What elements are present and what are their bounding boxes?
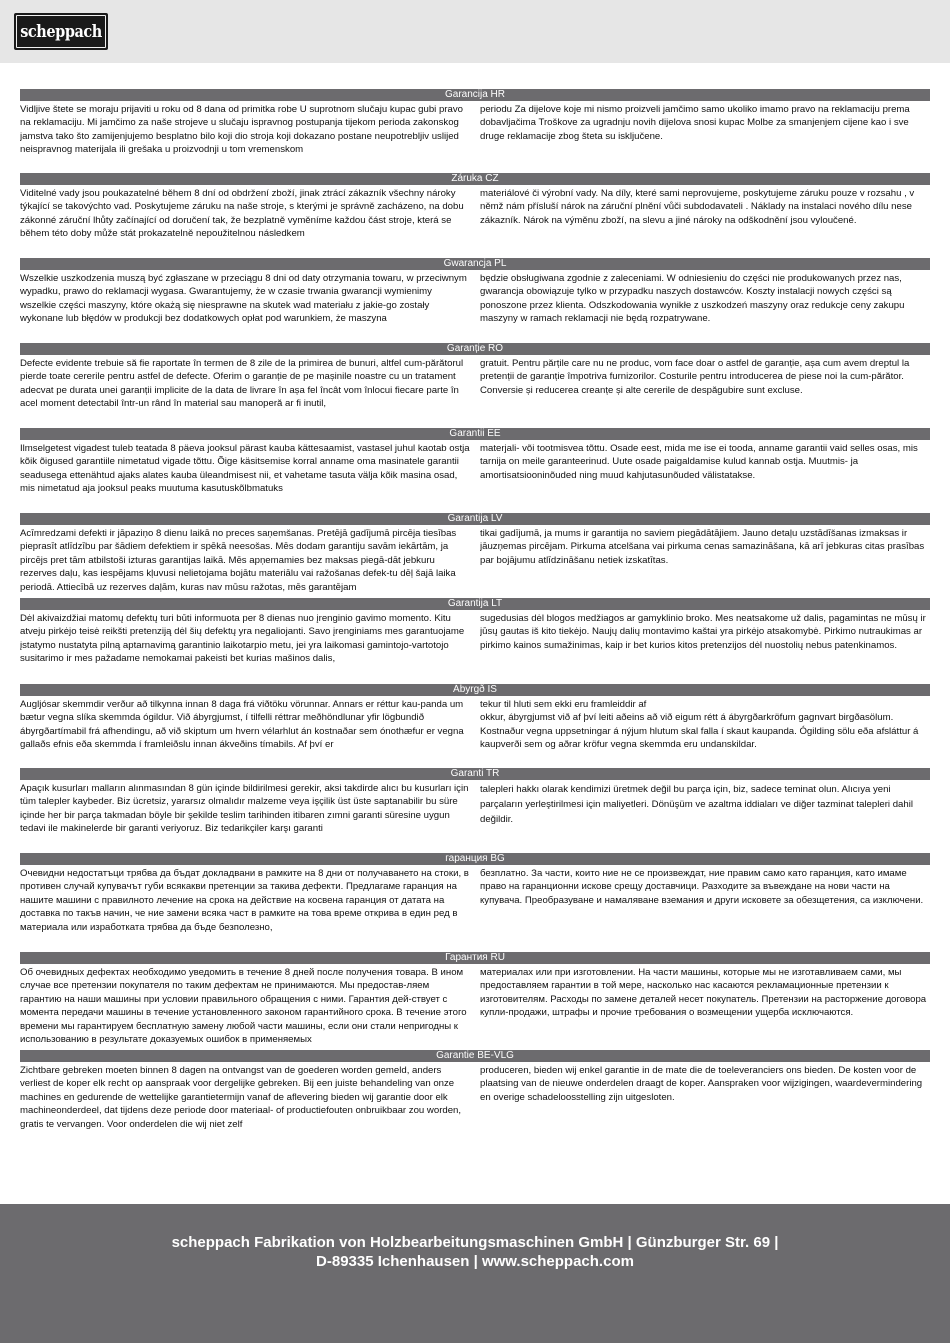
section-text-left: Wszelkie uszkodzenia muszą być zgłaszane w przeciągu 8 dni od daty otrzymania towaru, w przeciwnym wypadku, prawo do reklamacji wygasa. Gwarantujemy, że w czasie trwania gwarancji wymienimy wszelkie części maszyny, które okażą się niesprawne na skutek wad materiału z jakie-go zostały wykonane lub błędów w produkcji bez dodatkowych opłat pod warunkiem, że maszyna <box>20 273 467 325</box>
section-text-right: tekur til hluti sem ekki eru framleiddir af okkur, ábyrgjumst við af því leiti aðeins að við eigum rétt á ábyrgðarkröfum gagnvart birgðasölum. Kostnaður vegna uppsetningar á nýjum hlutum skal falla í skaut kaupanda. Ógilding sölu eða afsláttur á kaupverði sem og aðrar kröfur vegna skemmda eru undanskildar. <box>480 699 919 751</box>
section-text-right: periodu Za dijelove koje mi nismo proizveli jamčimo samo ukoliko imamo pravo na reklamaciju prema dobavljačima Troškove za ugradnju novih dijelova snosi kupac Molbe za smanjenjem cijene kao i sve druge reklamacije zbog šteta su isključene. <box>480 104 910 142</box>
warranty-section-pl <box>20 258 930 326</box>
section-text-right: materjali- või tootmisvea tõttu. Osade eest, mida me ise ei tooda, anname garantii vaid selles osas, mis tarnija on meile garanteerinud. Uute osade paigaldamise kulud kannab ostja. Muutmis- ja amortisatsiooninõuded ning muud kahjutasunõuded välistatakse. <box>480 443 918 481</box>
section-text-right: będzie obsługiwana zgodnie z zaleceniami. W odniesieniu do części nie produkowanych przez nas, gwarancja obowiązuje tylko w przypadku naszych dostawców. Koszty instalacji nowych części są ponoszone przez klienta. Odszkodowania wynikłe z uszkodzeń maszyny oraz redukcje ceny zakupu maszyny w ramach reklamacji nie będą rozpatrywane. <box>480 273 905 325</box>
section-text-right: materiálové či výrobní vady. Na díly, které sami neprovujeme, poskytujeme záruku pouze v rozsahu , v němž nám přísluší nárok na záruční plnění vůči subdodavateli . Náklady na instalaci nového dílu nese zákazník. Nárok na výměnu zboží, na slevu a jiné nároky na odškodnění jsou vyloučené. <box>480 188 915 226</box>
section-text-left: Acīmredzami defekti ir jāpaziņo 8 dienu laikā no preces saņemšanas. Pretējā gadījumā pircēja tiesības pieprasīt atlīdzību par šādiem defektiem ir spēkā neesošas. Mēs dodam garantiju savām iekārtām, ja pircējs pret tām atbilstoši izturas garantijas laikā. Mēs apņemamies bez maksas piegā-dāt jebkuru rezerves daļu, kas iespējams kļuvusi nelietojama bojātu materiālu vai ražošanas defek-tu dēļ šajā laika periodā. Attiecībā uz rezerves daļām, kuras nav mūsu ražotas, mēs garantējam <box>20 528 457 593</box>
section-text-left: Augljósar skemmdir verður að tilkynna innan 8 daga frá viðtöku vörunnar. Annars er réttur kau-panda um bætur vegna slíka skemmda ógildur. Við ábyrgjumst, í tilfelli réttrar meðhöndlunar yfir lögbundið ábyrgðartímabil frá afhendingu, að við skiptum um hvern vélarhlut án kostnaðar sem ónothæfur er vegna gallaðs efnis eða skemmda í framleiðslu innan ákveðins tímabils. Af því er <box>20 699 464 751</box>
footer-city-website: D-89335 Ichenhausen | www.scheppach.com <box>316 1253 634 1270</box>
warranty-section-ee <box>20 428 930 496</box>
logo-frame <box>16 15 106 48</box>
warranty-section-ru <box>20 952 930 1048</box>
page-footer <box>0 1204 950 1343</box>
section-text-right: gratuit. Pentru părțile care nu ne produc, vom face doar o astfel de garanție, așa cum avem dreptul la pretenții de garanție împotriva furnizorilor. Costurile pentru introducerea de piese noi la cum-părător. Conversie și reducerea creanțe și alte cererile de despăgubire sunt excluse. <box>480 358 910 396</box>
section-title: Garanție RO <box>20 343 930 355</box>
warranty-section-is <box>20 684 930 752</box>
section-title: Гарантия RU <box>20 952 930 964</box>
section-text-left: Ilmselgetest vigadest tuleb teatada 8 päeva jooksul pärast kauba kättesaamist, vastasel juhul kaotab ostja kõik õigused garantiile nimetatud vigade tõttu. Õige käsitsemise korral anname oma masinatele garantii seadusega ettenähtud ajaks alates kauba üleandmisest nii, et vahetame tasuta välja kõik masina osad, mis nimetatud aja jooksul peaks muutuma kasutuskõlbmatuks <box>20 443 470 495</box>
section-text-right: безплатно. За части, които ние не се произвеждат, ние правим само като гаранция, като имаме право на гаранционни искове срещу доставчици. Разходите за въвеждане на нови части на купувача. Преобразуване и намаляване вземания и други исковете за обезщетения, са изключени. <box>480 868 924 906</box>
section-title: Garantija LV <box>20 513 930 525</box>
section-title: гаранция BG <box>20 853 930 865</box>
section-text-right: talepleri hakkı olarak kendimizi üretmek değil bu parça için, biz, sadece teminat olun. Alıcıya yeni parçaların yerleştirilmesi için maliyetleri. Dönüşüm ve azaltma iddiaları ve diğer tazminat talepleri dahil değildir. <box>480 784 913 825</box>
page-header <box>0 0 950 63</box>
section-title: Ábyrgð IS <box>20 684 930 696</box>
warranty-section-cz <box>20 173 930 241</box>
section-text-left: Очевидни недостатъци трябва да бъдат докладвани в рамките на 8 дни от получаването на стоки, в противен случай купувачът губи всякакви претенции за такива дефекти. Предлагаме гаранция на нашите машини с правилното лечение на срока на действие на косвена гаранция от датата на доставка по такъв начин, че ние замени всяка част в рамките на това време открива в един ред в материала или изработката трябва да бъде безполезно, <box>20 868 469 933</box>
section-text-left: Dėl akivaizdžiai matomų defektų turi būti informuota per 8 dienas nuo įrenginio gavimo momento. Kitu atveju pirkėjo teisė reikšti pretenziją dėl šių defektų yra negaliojanti. Savo įrenginiams mes garantuojame įstatymo nustatyta pilną aptarnavimą garantinio laikotarpio metu, jei yra laikomasi gamintojo-vartotojo susitarimo ir mes pažadame nemokamai pakeisti bet kurias mašinos dalis, <box>20 613 465 665</box>
warranty-section-ro <box>20 343 930 411</box>
footer-company-address: scheppach Fabrikation von Holzbearbeitungsmaschinen GmbH | Günzburger Str. 69 | <box>171 1234 779 1251</box>
section-title: Záruka CZ <box>20 173 930 185</box>
warranty-section-hr <box>20 89 930 157</box>
section-text-right: tikai gadījumā, ja mums ir garantija no saviem piegādātājiem. Jauno detaļu uzstādīšanas izmaksas ir jāuzņemas pircējam. Pirkuma atcelšana vai pirkuma cenas samazināšana, kā arī jebkuras citas prasības par bojājumu atlīdzināšanu netiek izskatītas. <box>480 528 925 566</box>
warranty-section-be-vlg <box>20 1050 930 1132</box>
section-text-right: produceren, bieden wij enkel garantie in de mate die de toeleveranciers ons bieden. De kosten voor de plaatsing van de nieuwe onderdelen draagt de koper. Aanspraken voor wijzigingen, waardevermindering en overige schadeloosstelling zijn uitgesloten. <box>480 1065 923 1103</box>
section-text-left: Об очевидных дефектах необходимо уведомить в течение 8 дней после получения товара. В ином случае все претензии покупателя по таким дефектам не принимаются. Мы предостав-ляем гарантию на наши машины при условии правильного обращения с ними. Гарантия дей-ствует с момента передачи машины в течение установленного законом гарантийного срока. В течение этого времени мы гарантируем бесплатную замену любой части машины, если они стали непригодны к использованию в результате доказуемых ошибок в применяемых <box>20 967 467 1046</box>
section-text-left: Viditelné vady jsou poukazatelné během 8 dní od obdržení zboží, jinak ztrácí zákazník všechny nároky týkající se takovýchto vad. Poskytujeme záruku na naše stroje, s kterými je správně zacházeno, na dobu zákonné záruční lhůty začínající od doručení tak, že bezplatně vyměníme každou část stroje, která se během této doby může stát prokazatelně nepoužitelnou následkem <box>20 188 464 240</box>
section-text-right: материалах или при изготовлении. На части машины, которые мы не изготавливаем сами, мы предоставляем гарантии в той мере, насколько нас касаются рекламационные претензии к изготовителям. Расходы по замене деталей несет покупатель. Претензии на расторжение договора купли-продажи, штрафы и прочие требования о возмещении ущерба исключаются. <box>480 967 927 1019</box>
section-title: Garantija LT <box>20 598 930 610</box>
warranty-section-lv <box>20 513 930 595</box>
section-title: Garantii EE <box>20 428 930 440</box>
section-text-left: Defecte evidente trebuie să fie raportate în termen de 8 zile de la primirea de bunuri, altfel cum-părătorul pierde toate cererile pentru astfel de defecte. Oferim o garanție de pe mașinile noastre cu un tratament adecvat pe durata unei garanții implicite de la data de livrare în așa fel încât vom înlocui fiecare parte în acel moment detectabil într-un rând în material sau manoperă ar fi inutil, <box>20 358 464 410</box>
logo-text: scheppach <box>20 21 102 42</box>
warranty-section-bg <box>20 853 930 935</box>
section-title: Garanti TR <box>20 768 930 780</box>
section-text-right: sugedusias dėl blogos medžiagos ar gamyklinio broko. Mes neatsakome už dalis, pagamintas ne mūsų ir jūsų gautas iš kito tiekėjo. Naujų dalių montavimo kaštai yra pirkėjo atsakomybė. Pirkimo nutraukimas ar pirkimo kainos sumažinimas, kaip ir bet kurios kitos pretenzijos dėl nuostolių nebus patenkinamos. <box>480 613 926 651</box>
warranty-section-lt <box>20 598 930 666</box>
section-title: Garantie BE-VLG <box>20 1050 930 1062</box>
warranty-section-tr <box>20 768 930 836</box>
section-text-left: Apaçık kusurları malların alınmasından 8 gün içinde bildirilmesi gerekir, aksi takdirde alıcı bu kusurları için tüm talepler kaybeder. Biz ücretsiz, yararsız olmalıdır malzeme veya işçilik üst üste saptanabilir bu süre içinde her bir parça takmadan böyle bir şekilde teslim tarihinden itibaren zımni garanti süresine uygun tedavi ile makinelerde bir garanti veriyoruz. Biz tedarikçiler karşı garanti <box>20 783 469 835</box>
section-title: Gwarancja PL <box>20 258 930 270</box>
section-text-left: Zichtbare gebreken moeten binnen 8 dagen na ontvangst van de goederen worden gemeld, anders verliest de koper elk recht op aanspraak voor dergelijke gebreken. Bij een juiste behandeling van onze machines en gedurende de wettelijke garantietermijn vanaf de aflevering bieden wij garantie door elk machineonderdeel, dat tijdens deze periode door materiaal- of productiefouten onbruikbaar zou worden, gratis te vervangen. Voor onderdelen die wij niet zelf <box>20 1065 462 1130</box>
section-text-left: Vidljive štete se moraju prijaviti u roku od 8 dana od primitka robe U suprotnom slučaju kupac gubi pravo na reklamaciju. Mi jamčimo za naše strojeve u slučaju ispravnog postupanja tijekom perioda zakonskog jamstva tako što zamijenjujemo besplatno bilo koji dio stroja koji dokazano postane neupotrebljiv uslijed neispravnog materijala ili grešaka u proizvodnji u tom vremenskom <box>20 104 463 156</box>
section-title: Garancija HR <box>20 89 930 101</box>
scheppach-logo <box>14 13 108 50</box>
